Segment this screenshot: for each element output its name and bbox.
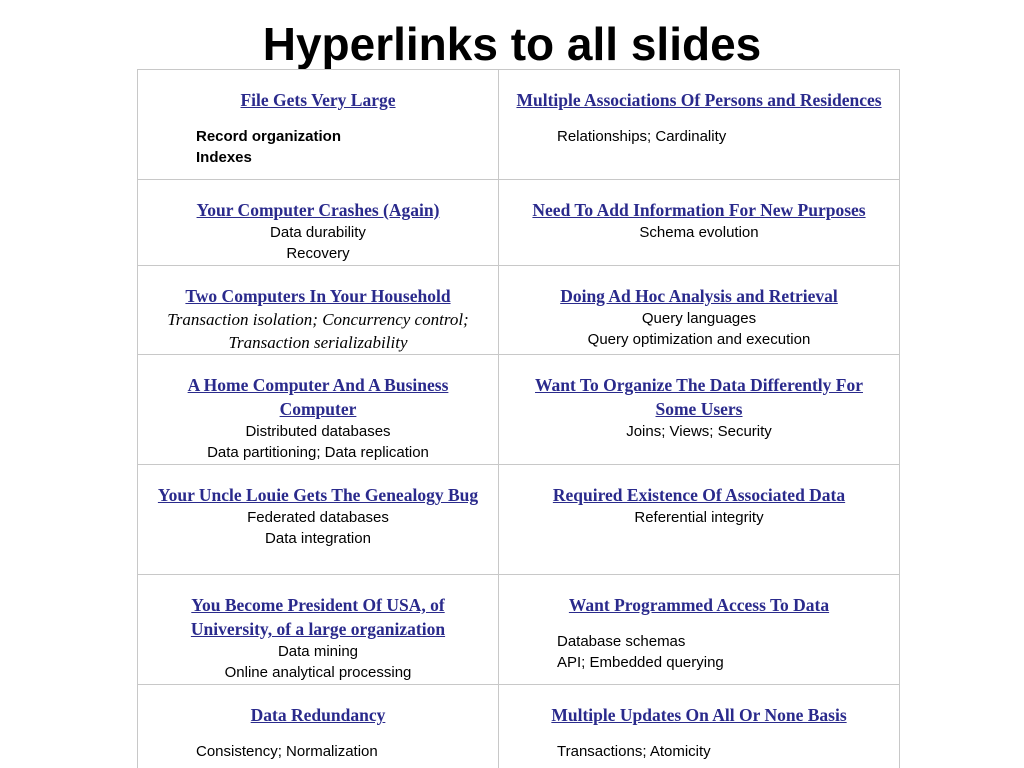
slide-link-ad-hoc-analysis[interactable]: Doing Ad Hoc Analysis and Retrieval xyxy=(560,286,838,306)
topic-line: Data mining xyxy=(277,643,359,660)
table-cell xyxy=(138,465,499,575)
slide-link-file-gets-very-large[interactable]: File Gets Very Large xyxy=(240,90,396,110)
table-cell xyxy=(499,685,900,768)
slide-link-add-information[interactable]: Need To Add Information For New Purposes xyxy=(532,200,866,220)
table-cell xyxy=(138,685,499,768)
table-cell xyxy=(499,70,900,180)
hyperlink-table xyxy=(137,69,900,768)
table-cell xyxy=(499,575,900,685)
topic-line: Relationships; Cardinality xyxy=(557,128,727,145)
topic-line: Data durability xyxy=(270,224,366,241)
table-row xyxy=(138,465,900,575)
slide-link-genealogy-bug[interactable]: Your Uncle Louie Gets The Genealogy Bug xyxy=(157,485,479,505)
slide-link-data-redundancy[interactable]: Data Redundancy xyxy=(250,705,386,725)
topic-line: Joins; Views; Security xyxy=(626,423,772,440)
table-cell xyxy=(138,180,499,266)
topic-line: Data partitioning; Data replication xyxy=(207,444,429,461)
table-row xyxy=(138,266,900,355)
table-cell xyxy=(499,465,900,575)
table-cell xyxy=(499,355,900,465)
topic-line: Referential integrity xyxy=(634,509,764,526)
topic-line: Data integration xyxy=(265,530,371,547)
topic-line: Federated databases xyxy=(247,509,389,526)
slide-title: Hyperlinks to all slides xyxy=(262,18,762,70)
slide-link-organize-data-differently[interactable]: Want To Organize The Data Differently For Some Users xyxy=(535,375,863,419)
table-cell xyxy=(499,180,900,266)
slide-link-two-computers[interactable]: Two Computers In Your Household xyxy=(185,286,451,306)
table-cell xyxy=(138,70,499,180)
table-row xyxy=(138,180,900,266)
slide-link-multiple-updates[interactable]: Multiple Updates On All Or None Basis xyxy=(551,705,847,725)
topic-line: Recovery xyxy=(286,245,350,262)
table-row xyxy=(138,685,900,768)
topic-line: Database schemas xyxy=(557,633,686,650)
slide-link-become-president[interactable]: You Become President Of USA, of University, of a large organization xyxy=(190,595,446,639)
table-cell xyxy=(138,355,499,465)
topic-line: Distributed databases xyxy=(245,423,391,440)
table-cell xyxy=(138,266,499,355)
slide-link-required-existence[interactable]: Required Existence Of Associated Data xyxy=(552,485,846,505)
topic-line: Online analytical processing xyxy=(224,664,412,681)
table-cell xyxy=(499,266,900,355)
topic-line: Transactions; Atomicity xyxy=(557,743,711,760)
table-row xyxy=(138,575,900,685)
topic-line: Record organization xyxy=(196,128,342,145)
topic-line: Indexes xyxy=(196,149,252,166)
slide-link-programmed-access[interactable]: Want Programmed Access To Data xyxy=(568,595,830,615)
table-row xyxy=(138,355,900,465)
topic-line: API; Embedded querying xyxy=(557,654,724,671)
topic-line: Consistency; Normalization xyxy=(196,743,378,760)
slide-link-home-and-business-computer[interactable]: A Home Computer And A Business Computer xyxy=(187,375,449,419)
topic-line: Schema evolution xyxy=(639,224,759,241)
topic-line: Query languages xyxy=(641,310,757,327)
slide-link-multiple-associations[interactable]: Multiple Associations Of Persons and Residences xyxy=(516,90,882,110)
topic-line: Transaction isolation; Concurrency control; Transaction serializability xyxy=(167,310,469,352)
table-cell xyxy=(138,575,499,685)
table-row xyxy=(138,70,900,180)
slide-link-computer-crashes[interactable]: Your Computer Crashes (Again) xyxy=(196,200,440,220)
topic-line: Query optimization and execution xyxy=(587,331,811,348)
